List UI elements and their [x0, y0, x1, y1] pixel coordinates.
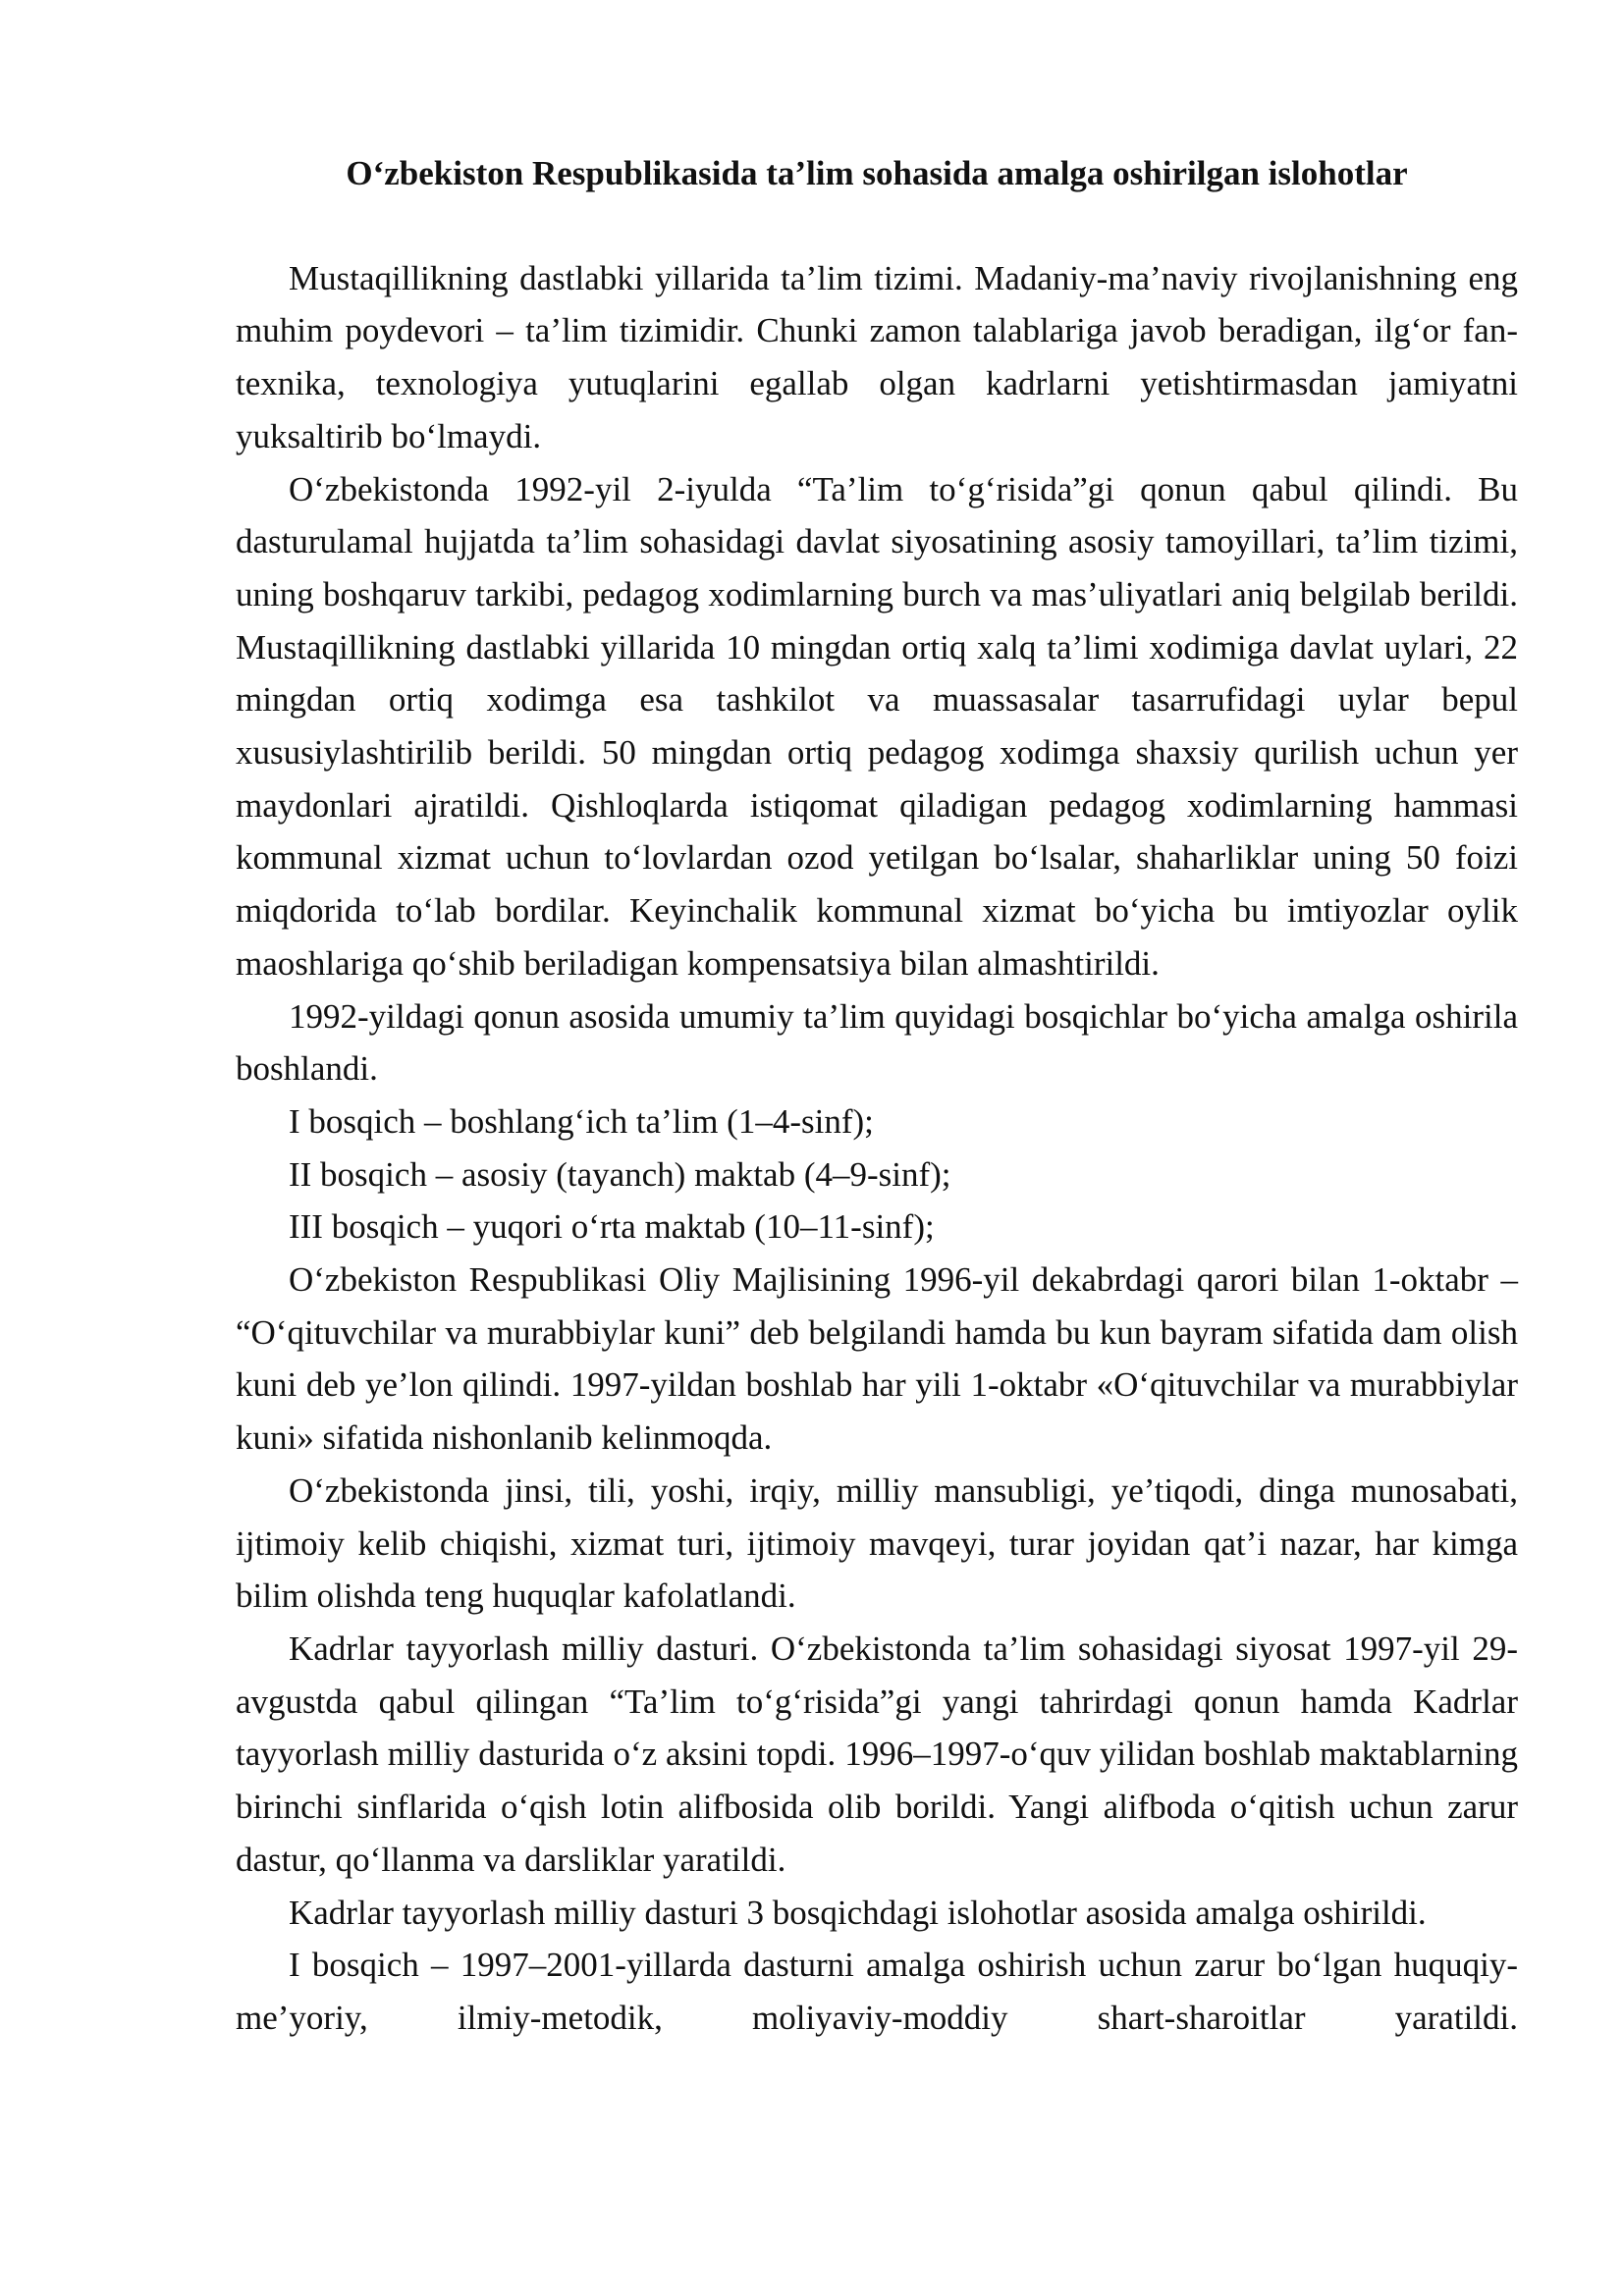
paragraph-3: 1992-yildagi qonun asosida umumiy ta’lim quyidagi bosqichlar bo‘yicha amalga oshirila boshlandi. — [236, 996, 1518, 1089]
paragraph-three-stages: Kadrlar tayyorlash milliy dasturi 3 bosqichdagi islohotlar asosida amalga oshirildi. — [289, 1893, 1427, 1932]
paragraph-2: O‘zbekistonda 1992-yil 2-iyulda “Ta’lim to‘g‘risida”gi qonun qabul qilindi. Bu dasturulamal hujjatda ta’lim sohasidagi davlat siyosatining asosiy tamoyillari, ta’lim tizimi, uning boshqaruv tarkibi, pedagog xodimlarning burch va mas’uliyatlari aniq belgilab berildi. Mustaqillikning dastlabki yillarida 10 mingdan ortiq xalq ta’limi xodimiga davlat uylari, 22 mingdan ortiq xodimga esa tashkilot va muassasalar tasarrufidagi uylar bepul xususiylashtirilib berildi. 50 mingdan ortiq pedagog xodimga shaxsiy qurilish uchun yer maydonlari ajratildi. Qishloqlarda istiqomat qiladigan pedagog xodimlarning hammasi kommunal xizmat uchun to‘lovlardan ozod yetilgan bo‘lsalar, shaharliklar uning 50 foizi miqdorida to‘lab bordilar. Keyinchalik kommunal xizmat bo‘yicha bu imtiyozlar oylik maoshlariga qo‘shib beriladigan kompensatsiya bilan almashtirildi. — [236, 469, 1518, 983]
stage-list-item-2: II bosqich – asosiy (tayanch) maktab (4–9-sinf); — [289, 1154, 951, 1194]
stage-list-item-1: I bosqich – boshlang‘ich ta’lim (1–4-sinf); — [289, 1101, 874, 1141]
paragraph-teachers-day: O‘zbekiston Respublikasi Oliy Majlisining 1996-yil dekabrdagi qarori bilan 1-oktabr – “O‘qituvchilar va murabbiylar kuni” deb belgilandi hamda bu kun bayram sifatida dam olish kuni deb ye’lon qilindi. 1997-yildan boshlab har yili 1-oktabr «O‘qituvchilar va murabbiylar kuni» sifatida nishonlanib kelinmoqda. — [236, 1260, 1518, 1458]
document-page — [236, 147, 1518, 2045]
paragraph-first-stage: I bosqich – 1997–2001-yillarda dasturni amalga oshirish uchun zarur bo‘lgan huquqiy-me’yoriy, ilmiy-metodik, moliyaviy-moddiy shart-sharoitlar yaratildi. — [236, 1946, 1518, 2037]
paragraph-equal-rights: O‘zbekistonda jinsi, tili, yoshi, irqiy, milliy mansubligi, ye’tiqodi, dinga munosabati, ijtimoiy kelib chiqishi, xizmat turi, ijtimoiy mavqeyi, turar joyidan qat’i nazar, har kimga bilim olishda teng huquqlar kafolatlandi. — [236, 1470, 1518, 1616]
paragraph-1: Mustaqillikning dastlabki yillarida ta’lim tizimi. Madaniy-ma’naviy rivojlanishning eng muhim poydevori – ta’lim tizimidir. Chunki zamon talablariga javob beradigan, ilg‘or fan-texnika, texnologiya yutuqlarini egallab olgan kadrlarni yetishtirmasdan jamiyatni yuksaltirib bo‘lmaydi. — [236, 258, 1518, 455]
stage-list-item-3: III bosqich – yuqori o‘rta maktab (10–11-sinf); — [289, 1207, 935, 1247]
document-title: O‘zbekiston Respublikasida ta’lim sohasida amalga oshirilgan islohotlar — [346, 154, 1408, 192]
paragraph-national-program: Kadrlar tayyorlash milliy dasturi. O‘zbekistonda ta’lim sohasidagi siyosat 1997-yil 29-avgustda qabul qilingan “Ta’lim to‘g‘risida”gi yangi tahrirdagi qonun hamda Kadrlar tayyorlash milliy dasturida o‘z aksini topdi. 1996–1997-o‘quv yilidan boshlab maktablarning birinchi sinflarida o‘qish lotin alifbosida olib borildi. Yangi alifboda o‘qitish uchun zarur dastur, qo‘llanma va darsliklar yaratildi. — [236, 1629, 1518, 1879]
